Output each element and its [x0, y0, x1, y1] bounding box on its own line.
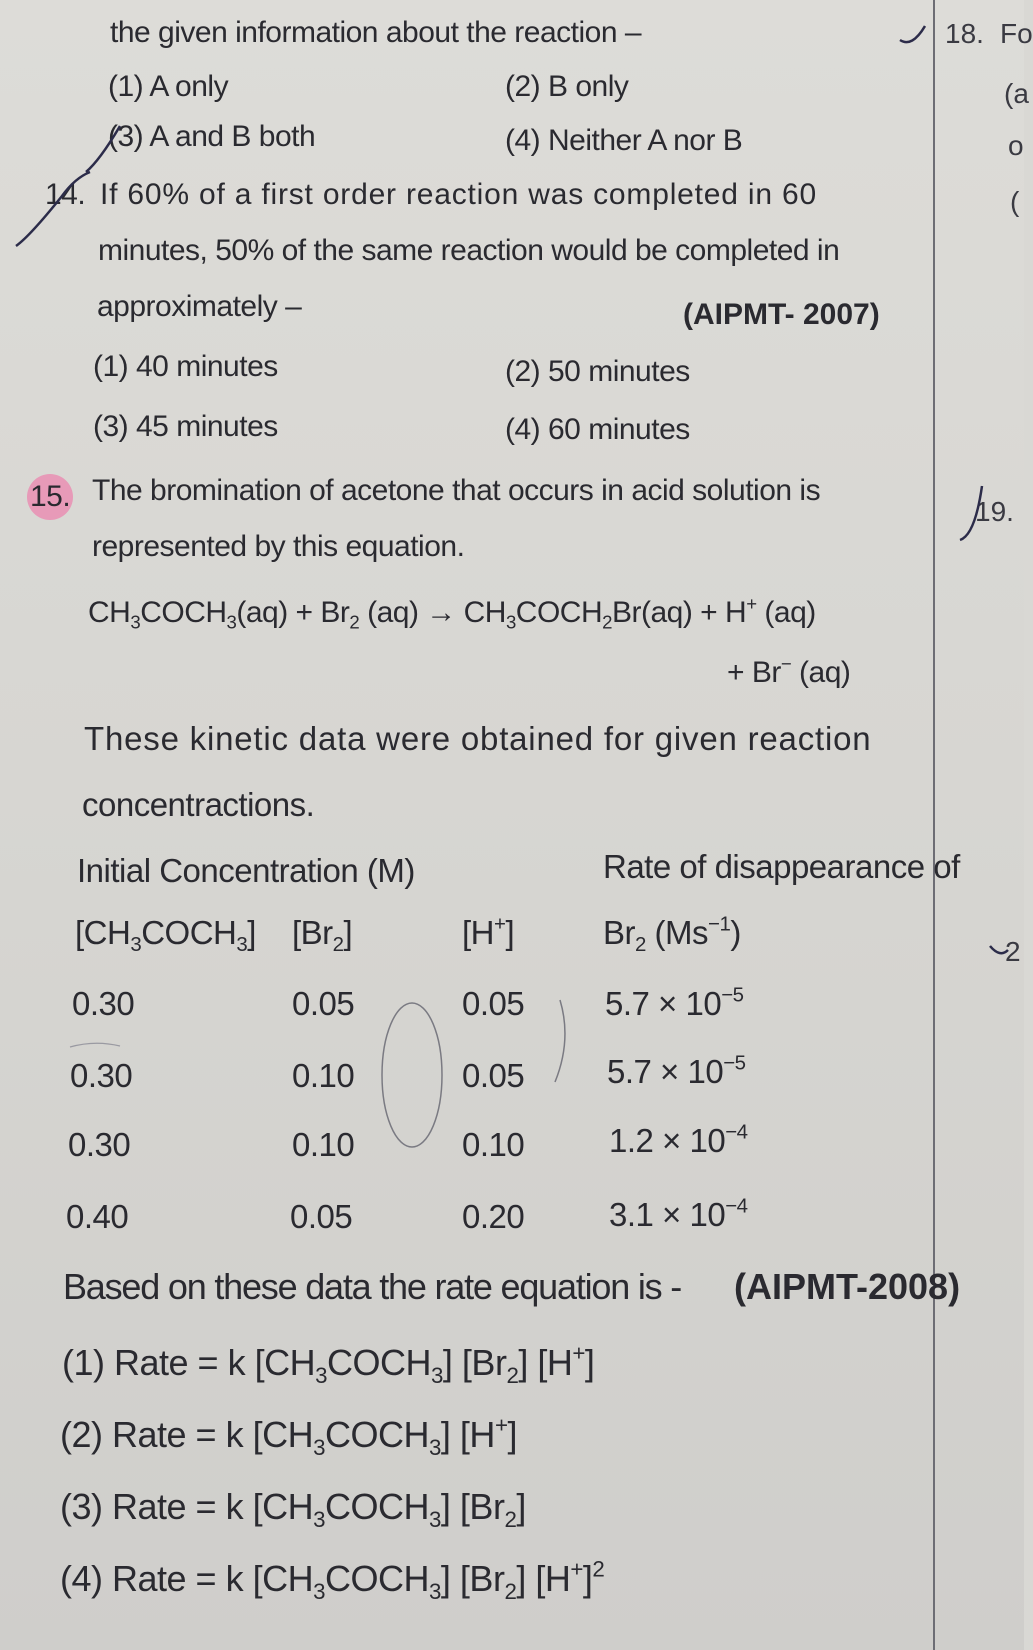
column-header-acetone: $[CH_3COCH_3]$ — [75, 914, 256, 957]
tick-mark — [16, 172, 90, 246]
column-header-hydrogen: [H+] — [462, 912, 515, 951]
kinetic-data-line-1: These kinetic data were obtained for given reaction — [84, 720, 872, 757]
q14-option-1: (1) 40 minutes — [93, 350, 278, 383]
based-on-text: Based on these data the rate equation is - — [63, 1266, 682, 1307]
q13-option-3: (3) A and B both — [108, 120, 316, 153]
table-header-left: Initial Concentration (M) — [77, 852, 415, 889]
tick-mark — [960, 486, 982, 540]
based-on-source: (AIPMT-2008) — [734, 1266, 961, 1307]
table-cell: 0.05 — [462, 985, 525, 1022]
table-cell: 0.30 — [70, 1057, 133, 1094]
column-header-rate: $Br_2$ $(Ms^{-1})$ — [603, 912, 741, 957]
intro-line: the given information about the reaction – — [110, 16, 642, 49]
table-cell: 0.05 — [462, 1057, 525, 1094]
margin-fragment: ( — [1010, 186, 1020, 217]
table-cell: 0.10 — [462, 1126, 525, 1163]
table-cell-rate: $5.7 \times 10^{-5}$ — [605, 983, 744, 1022]
q13-option-2: (2) B only — [505, 70, 629, 103]
reaction-equation-line-1: $CH_3COCH_3(aq) + Br_2$ $(aq) \to CH_3COCH_2Br(aq) + H^+$ (aq) — [88, 592, 816, 633]
q15-line-2: represented by this equation. — [92, 530, 465, 563]
table-cell: 0.20 — [462, 1198, 525, 1235]
q13-option-4: (4) Neither A nor B — [505, 124, 743, 157]
margin-fragment: o — [1008, 130, 1024, 161]
q15-option-4: (4) Rate = k $[CH_3COCH_3]$ $[Br_2]$ $[H^+]^2$ — [60, 1556, 605, 1604]
margin-fragment: 2 — [1005, 936, 1021, 967]
table-cell: 0.05 — [290, 1198, 353, 1235]
q15-option-3: (3) Rate = k $[CH_3COCH_3]$ $[Br_2]$ — [60, 1486, 526, 1532]
q14-source: (AIPMT- 2007) — [683, 298, 880, 331]
pencil-ellipse — [382, 1003, 442, 1147]
pencil-stroke — [70, 1043, 120, 1047]
q14-line-3: approximately – — [97, 290, 302, 323]
table-header-right: Rate of disappearance of — [603, 848, 960, 885]
margin-q18-number: 18. — [945, 18, 984, 49]
q13-option-1: (1) A only — [108, 70, 229, 103]
table-cell: 0.05 — [292, 985, 355, 1022]
tick-mark — [900, 26, 925, 42]
q14-line-1: If 60% of a first order reaction was completed in 60 — [100, 178, 817, 211]
table-cell: 0.40 — [66, 1198, 129, 1235]
kinetic-data-line-2: concentractions. — [82, 786, 315, 823]
table-cell-rate: $5.7 \times 10^{-5}$ — [607, 1051, 746, 1090]
tick-mark — [990, 946, 1008, 953]
q14-number: 14. — [45, 178, 86, 211]
margin-q19-number: 19. — [975, 496, 1014, 527]
column-header-bromine: $[Br_2]$ — [292, 914, 353, 957]
table-cell: 0.10 — [292, 1057, 355, 1094]
q15-number: 15. — [30, 480, 71, 513]
q14-option-2: (2) 50 minutes — [505, 355, 690, 388]
q15-line-1: The bromination of acetone that occurs in acid solution is — [92, 474, 821, 507]
q14-option-3: (3) 45 minutes — [93, 410, 278, 443]
margin-fragment: (a — [1004, 78, 1029, 109]
q15-option-2: (2) Rate = k $[CH_3COCH_3]$ [H+] — [60, 1412, 517, 1460]
q14-option-4: (4) 60 minutes — [505, 413, 690, 446]
q15-option-1: (1) Rate = k $[CH_3COCH_3]$ $[Br_2]$ [H+] — [62, 1340, 595, 1388]
table-cell: 0.30 — [72, 985, 135, 1022]
table-cell: 0.30 — [68, 1126, 131, 1163]
tick-mark — [86, 126, 120, 172]
table-cell-rate: $3.1 \times 10^{-4}$ — [609, 1194, 748, 1233]
reaction-equation-line-2: + Br− (aq) — [727, 652, 851, 689]
table-cell: 0.10 — [292, 1126, 355, 1163]
margin-fragment: Fo — [1000, 18, 1033, 49]
table-cell-rate: $1.2 \times 10^{-4}$ — [609, 1120, 748, 1159]
q14-line-2: minutes, 50% of the same reaction would be completed in — [98, 234, 840, 267]
pencil-bracket — [555, 1000, 565, 1082]
